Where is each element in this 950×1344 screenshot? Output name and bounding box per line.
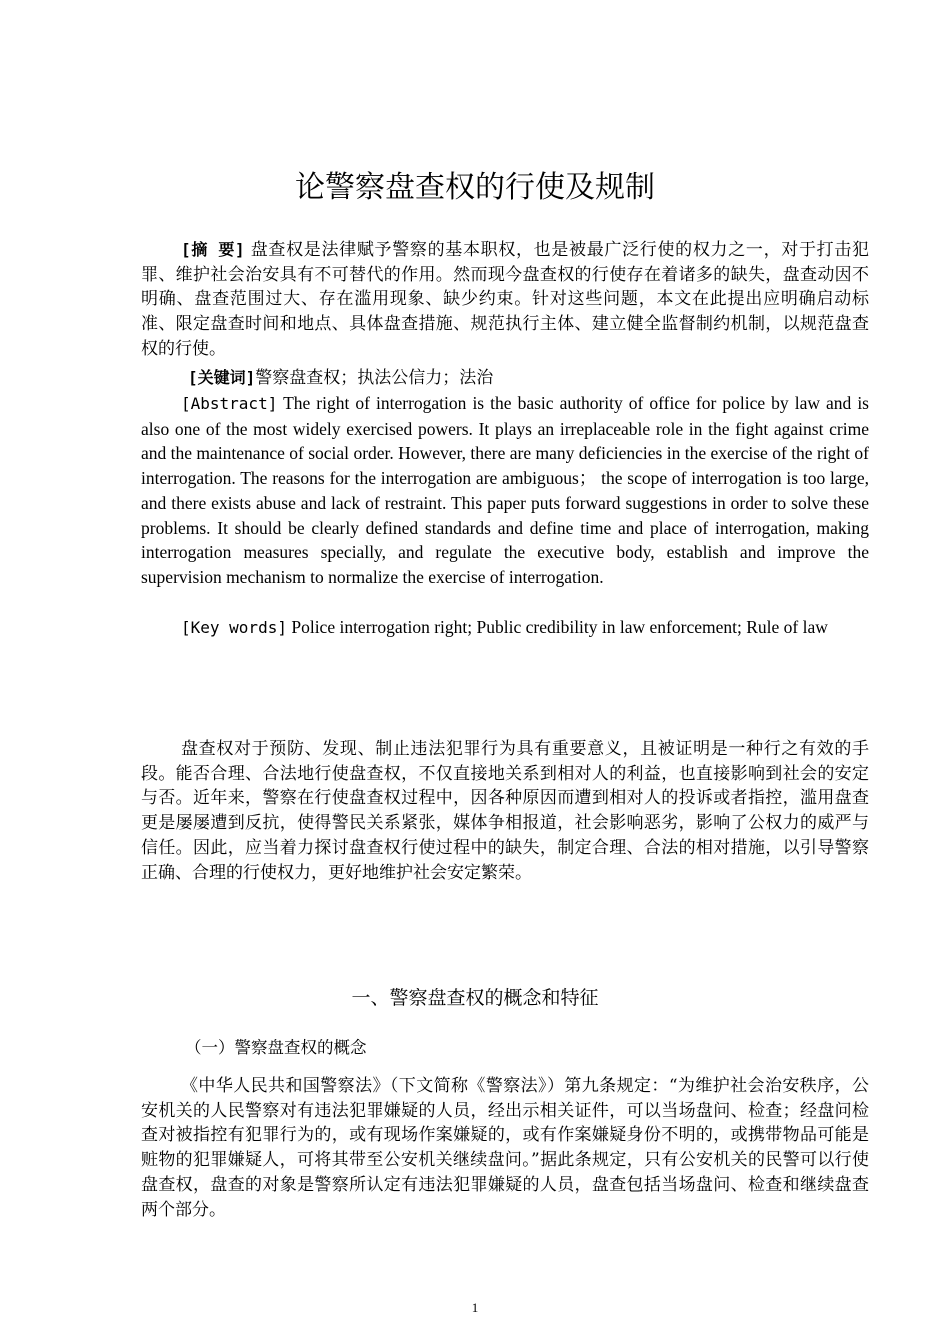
abstract-cn-label: [摘 要]	[181, 240, 245, 259]
abstract-cn-text: 盘查权是法律赋予警察的基本职权，也是被最广泛行使的权力之一，对于打击犯罪、维护社会治安具有不可替代的作用。然而现今盘查权的行使存在着诸多的缺失，盘查动因不明确、盘查范围过大、存在滥用现象、缺少约束。针对这些问题，本文在此提出应明确启动标准、限定盘查时间和地点、具体盘查措施、规范执行主体、建立健全监督制约机制，以规范盘查权的行使。	[141, 240, 869, 359]
abstract-en	[141, 391, 869, 590]
keywords-en-text: Police interrogation right; Public credibility in law enforcement; Rule of law	[291, 617, 828, 637]
abstract-en-text: The right of interrogation is the basic authority of office for police by law and is also one of the most widely exercised powers. It plays an irreplaceable role in the fight against crime and the maintenance of social order. However, there are many deficiencies in the exercise of the right of interrogation. The reasons for the interrogation are ambiguous； the scope of interrogation is too large, and there exists abuse and lack of restraint. This paper puts forward suggestions in order to solve these problems. It should be clearly defined standards and define time and place of interrogation, making interrogation measures specially, and regulate the executive body, establish and improve the supervision mechanism to normalize the exercise of interrogation.	[141, 393, 869, 587]
page-title: 论警察盘查权的行使及规制	[295, 170, 655, 205]
subsection-heading: （一）警察盘查权的概念	[185, 1038, 367, 1057]
intro-paragraph: 盘查权对于预防、发现、制止违法犯罪行为具有重要意义，且被证明是一种行之有效的手段。能否合理、合法地行使盘查权，不仅直接地关系到相对人的利益，也直接影响到社会的安定与否。近年来，警察在行使盘查权过程中，因各种原因而遭到相对人的投诉或者指控，滥用盘查更是屡屡遭到反抗，使得警民关系紧张，媒体争相报道，社会影响恶劣，影响了公权力的威严与信任。因此，应当着力探讨盘查权行使过程中的缺失，制定合理、合法的相对措施，以引导警察正确、合理的行使权力，更好地维护社会安定繁荣。	[141, 739, 869, 883]
keywords-en-label: [Key words]	[181, 618, 287, 637]
section-heading: 一、警察盘查权的概念和特征	[351, 987, 599, 1009]
keywords-en	[141, 615, 869, 641]
page-number: 1	[471, 1300, 479, 1315]
keywords-cn-label: [关键词]	[188, 368, 256, 387]
keywords-cn	[188, 366, 869, 391]
subsection-paragraph: 《中华人民共和国警察法》（下文简称《警察法》）第九条规定：“为维护社会治安秩序，公安机关的人民警察对有违法犯罪嫌疑的人员，经出示相关证件，可以当场盘问、检查；经盘问检查对被指控有犯罪行为的，或有现场作案嫌疑的，或有作案嫌疑身份不明的，或携带物品可能是赃物的犯罪嫌疑人，可将其带至公安机关继续盘问。”据此条规定，只有公安机关的民警可以行使盘查权，盘查的对象是警察所认定有违法犯罪嫌疑的人员，盘查包括当场盘问、检查和继续盘查两个部分。	[141, 1076, 869, 1220]
abstract-en-label: [Abstract]	[181, 394, 278, 413]
keywords-cn-text: 警察盘查权；执法公信力；法治	[255, 368, 494, 388]
abstract-cn	[141, 238, 869, 362]
